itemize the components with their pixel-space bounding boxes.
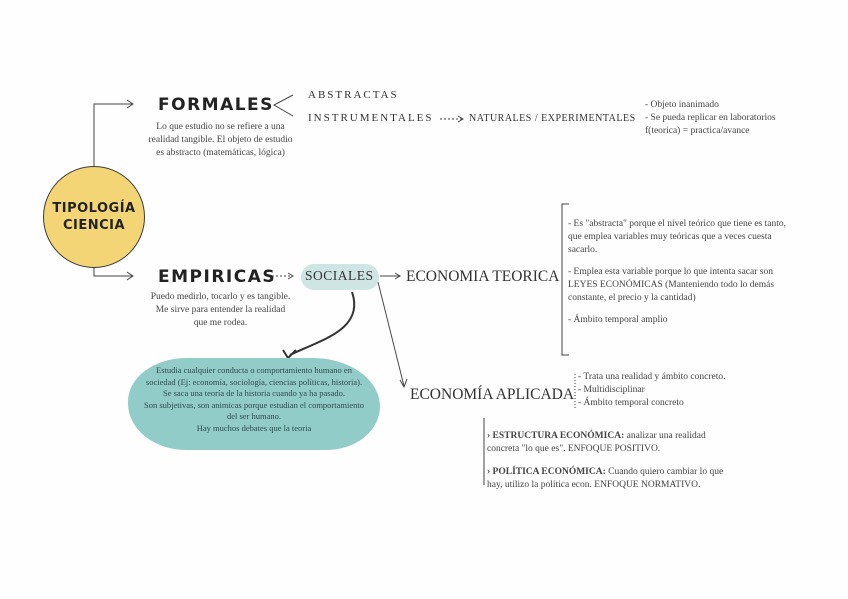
formales-desc-line: es abstracto (matemáticas, lógica) bbox=[156, 148, 285, 158]
empiricas-description bbox=[128, 291, 313, 330]
blob-line: Son subjetivas, son animicas porque estudian el comportamiento bbox=[143, 399, 364, 410]
formales-description bbox=[128, 121, 313, 160]
aplicada-point: - Multidisciplinar bbox=[578, 385, 645, 395]
empiricas-desc-line: que me rodea. bbox=[193, 318, 248, 328]
economia-aplicada-points bbox=[578, 371, 725, 410]
teorica-point-line: - Ámbito temporal amplio bbox=[568, 315, 668, 325]
blob-line: sociedad (Ej: economía, sociología, ciencias políticas, historia). bbox=[145, 376, 363, 387]
empiricas-title: EMPIRICAS bbox=[158, 267, 277, 287]
tipologia-ciencia-node bbox=[43, 166, 145, 268]
sociales-description bbox=[128, 365, 380, 434]
center-title-line2: CIENCIA bbox=[62, 218, 126, 233]
estructura-text: concreta "lo que es". ENFOQUE POSITIVO. bbox=[487, 444, 661, 454]
note-line: - Se pueda replicar en laboratorios bbox=[645, 113, 776, 123]
estructura-text: analizar una realidad bbox=[624, 431, 706, 441]
formales-desc-line: Lo que estudio no se refiere a una bbox=[156, 122, 285, 132]
politica-label: › POLÍTICA ECONÓMICA: bbox=[487, 467, 606, 477]
instrumentales-notes bbox=[645, 99, 776, 138]
politica-text: hay, utilizo la política econ. ENFOQUE NORMATIVO. bbox=[487, 480, 701, 490]
teorica-point-line: que emplea variables muy teóricas que a veces cuesta bbox=[568, 232, 772, 242]
note-line: f(teorica) = practica/avance bbox=[645, 126, 750, 136]
economia-aplicada-title: ECONOMÍA APLICADA bbox=[410, 386, 575, 403]
chevron-formales-icon bbox=[274, 95, 293, 116]
teorica-point-line: LEYES ECONÓMICAS (Manteniendo todo lo demás bbox=[568, 280, 775, 290]
instrumentales-label: INSTRUMENTALES bbox=[308, 112, 434, 124]
teorica-point-line: - Emplea esta variable porque lo que intenta sacar son bbox=[568, 267, 773, 277]
arrow-sociales-aplicada bbox=[378, 282, 404, 386]
blob-line: Hay muchos debates que la teoria bbox=[196, 422, 312, 433]
estructura-economica bbox=[487, 430, 777, 456]
sociales-label: SOCIALES bbox=[305, 268, 374, 283]
note-line: - Objeto inanimado bbox=[645, 100, 719, 110]
formales-desc-line: realidad tangible. El objeto de estudio bbox=[148, 135, 293, 145]
aplicada-point: - Trata una realidad y ámbito concreto. bbox=[578, 372, 726, 382]
blob-line: Se saca una teoría de la historia cuando ya ha pasado. bbox=[163, 388, 345, 398]
connector-to-formales bbox=[94, 104, 132, 166]
politica-text: Cuando quiero cambiar lo que bbox=[605, 467, 724, 477]
blob-line: del ser humano. bbox=[226, 411, 282, 421]
abstractas-label: ABSTRACTAS bbox=[308, 89, 399, 101]
economia-teorica-points bbox=[568, 218, 808, 327]
teorica-point-line: constante, el precio y la cantidad) bbox=[568, 293, 696, 303]
empiricas-desc-line: Puedo medirlo, tocarlo y es tangible. bbox=[150, 292, 291, 302]
aplicada-point: - Ámbito temporal concreto bbox=[578, 398, 684, 408]
center-title-line1: TIPOLOGÍA bbox=[52, 201, 136, 216]
teorica-point-line: - Es "abstracta" porque el nivel teórico que tiene es tanto, bbox=[568, 219, 786, 229]
naturales-experimentales-label: NATURALES / EXPERIMENTALES bbox=[469, 113, 636, 124]
empiricas-desc-line: Me sirve para entender la realidad bbox=[155, 305, 286, 315]
politica-economica bbox=[487, 466, 787, 492]
economia-teorica-title: ECONOMIA TEORICA bbox=[406, 268, 560, 285]
teorica-point-line: sacarlo. bbox=[568, 245, 598, 255]
estructura-label: › ESTRUCTURA ECONÓMICA: bbox=[487, 431, 625, 441]
blob-line: Estudia cualquier conducta o comportamiento humano en bbox=[156, 365, 352, 375]
formales-title: FORMALES bbox=[158, 95, 274, 115]
